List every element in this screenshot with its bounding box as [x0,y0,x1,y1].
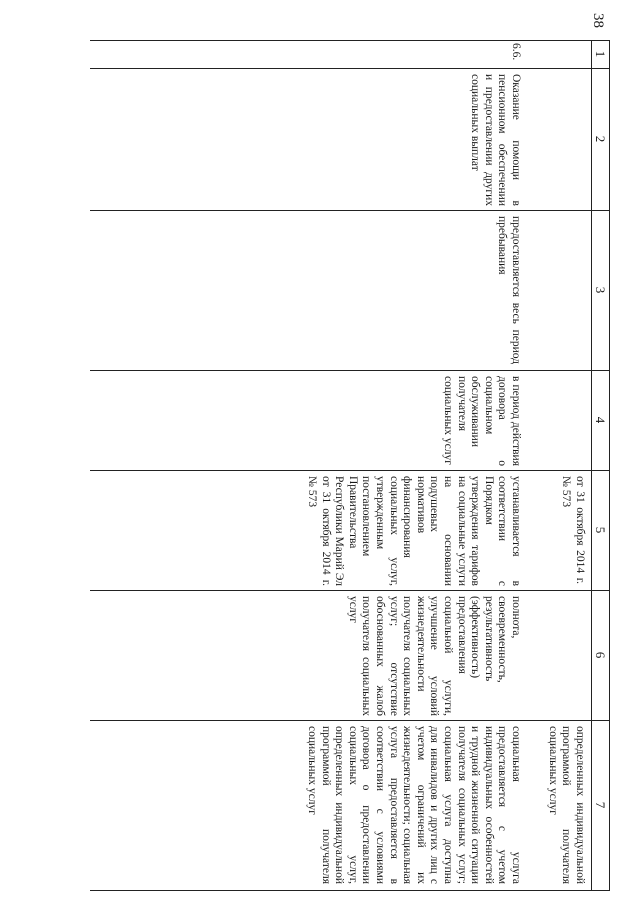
continuation-col5: от 31 октября 2014 г. № 573 [560,476,586,584]
header-col-3: 3 [593,286,608,294]
header-col-4: 4 [593,416,608,424]
header-col-5: 5 [593,526,608,534]
table-grid [90,40,610,890]
row-tariff: устанавливается в соответствии с Порядком утверждения тарифов на социальные услуги на основании подушевых нормативов финансирования социальных услуг, утвержденным постановлением Правительства Республики Марий Эл от 31 октября 2014 г. № 573 [306,476,522,586]
header-col-6: 6 [593,651,608,659]
header-col-7: 7 [593,801,608,809]
rotated-table [90,40,610,890]
row-conditions: социальная услуга предоставляется с учетом индивидуальных особенностей и трудной жизненной ситуации получателя социальных услуг; социальная услуга доступна для инвалидов и других лиц с учетом ограничений их жизнедеятельности; социальная услуга предоставляется в соответствии с условиями договора о предоставлении социальных услуг, определенных индивидуальной программой получателя социальных услуг [306,726,522,884]
page-number: 38 [590,13,606,28]
row-quality-indicators: полнота, своевременность, результативность (эффективность) предоставления социальной услуги, улучшение условий жизнедеятельности получателя социальных услуг; отсутствие обоснованных жалоб получателя социальных услуг [346,596,522,716]
row-service-term: в период действия договора о социальном обслуживании получателя социальных услуг [442,376,522,466]
row-service-duration: предоставляется весь период пребывания [496,216,522,364]
row-number: 6.6. [510,43,522,61]
header-col-1: 1 [593,50,608,58]
header-col-2: 2 [593,135,608,143]
row-service-name: Оказание помощи в пенсионном обеспечении и предоставлении других социальных выплат [469,74,522,206]
continuation-col7: определенных индивидуальной программой получателя социальных услуг [546,726,586,884]
